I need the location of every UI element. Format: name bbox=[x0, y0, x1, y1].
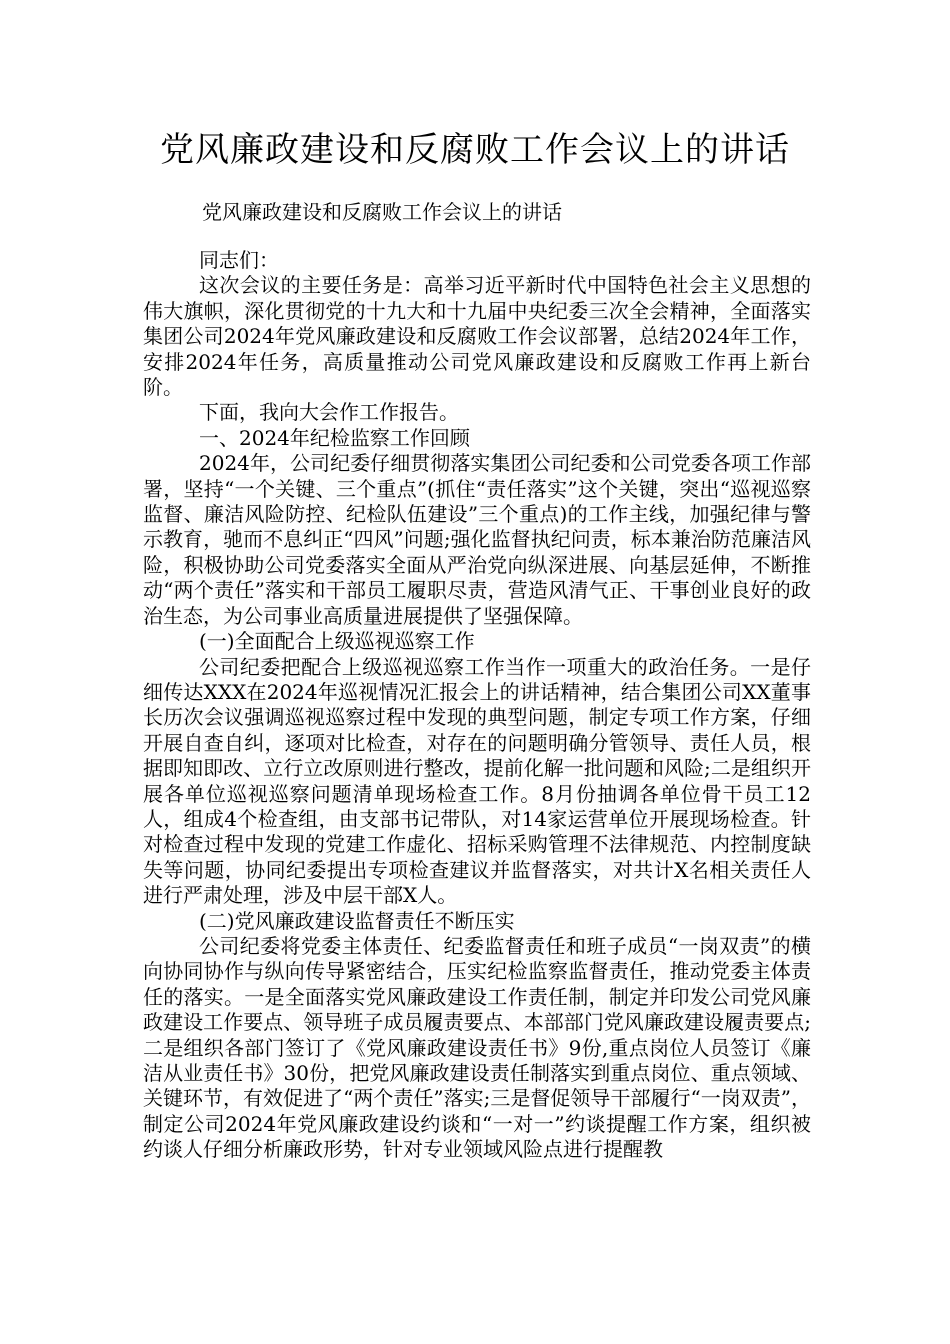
subsection-heading-inspection: (一)全面配合上级巡视巡察工作 bbox=[199, 629, 475, 654]
paragraph-review: 2024年，公司纪委仔细贯彻落实集团公司纪委和公司党委各项工作部署，坚持“一个关键、三个重点”(抓住“责任落实”这个关键，突出“巡视巡察监督、廉洁风险防控、纪检队伍建设”三个重点)的工作主线，加强纪律与警示教育，驰而不息纠正“四风”问题;强化监督执纪问责，标本兼治防范廉洁风险，积极协助公司党委落实全面从严治党向纵深进展、向基层延伸，不断推动“两个责任”落实和干部员工履职尽责，营造风清气正、干事创业良好的政治生态，为公司事业高质量进展提供了坚强保障。 bbox=[143, 451, 811, 628]
subsection-heading-responsibility: (二)党风廉政建设监督责任不断压实 bbox=[199, 908, 515, 933]
paragraph-inspection: 公司纪委把配合上级巡视巡察工作当作一项重大的政治任务。一是仔细传达XXX在2024年巡视情况汇报会上的讲话精神，结合集团公司XX董事长历次会议强调巡视巡察过程中发现的典型问题，制定专项工作方案，仔细开展自查自纠，逐项对比检查，对存在的问题明确分管领导、责任人员，根据即知即改、立行立改原则进行整改，提前化解一批问题和风险;二是组织开展各单位巡视巡察问题清单现场检查工作。8月份抽调各单位骨干员工12人，组成4个检查组，由支部书记带队，对14家运营单位开展现场检查。针对检查过程中发现的党建工作虚化、招标采购管理不法律规范、内控制度缺失等问题，协同纪委提出专项检查建议并监督落实，对共计X名相关责任人进行严肃处理，涉及中层干部X人。 bbox=[143, 654, 811, 908]
document-body bbox=[143, 248, 811, 1163]
paragraph-intro: 这次会议的主要任务是：高举习近平新时代中国特色社会主义思想的伟大旗帜，深化贯彻党的十九大和十九届中央纪委三次全会精神，全面落实集团公司2024年党风廉政建设和反腐败工作会议部署，总结2024年工作，安排2024年任务，高质量推动公司党风廉政建设和反腐败工作再上新台阶。 bbox=[143, 273, 811, 400]
greeting: 同志们： bbox=[199, 248, 279, 272]
document-subtitle: 党风廉政建设和反腐败工作会议上的讲话 bbox=[202, 200, 562, 224]
paragraph-report: 下面，我向大会作工作报告。 bbox=[199, 400, 459, 425]
document-title: 党风廉政建设和反腐败工作会议上的讲话 bbox=[160, 130, 790, 170]
section-heading-review: 一、2024年纪检监察工作回顾 bbox=[199, 425, 470, 450]
paragraph-responsibility: 公司纪委将党委主体责任、纪委监督责任和班子成员“一岗双责”的横向协同协作与纵向传导紧密结合，压实纪检监察监督责任，推动党委主体责任的落实。一是全面落实党风廉政建设工作责任制，制定并印发公司党风廉政建设工作要点、领导班子成员履责要点、本部部门党风廉政建设履责要点;二是组织各部门签订了《党风廉政建设责任书》9份,重点岗位人员签订《廉洁从业责任书》30份，把党风廉政建设责任制落实到重点岗位、重点领域、关键环节，有效促进了“两个责任”落实;三是督促领导干部履行“一岗双责”，制定公司2024年党风廉政建设约谈和“一对一”约谈提醒工作方案，组织被约谈人仔细分析廉政形势，针对专业领域风险点进行提醒教 bbox=[143, 933, 811, 1162]
